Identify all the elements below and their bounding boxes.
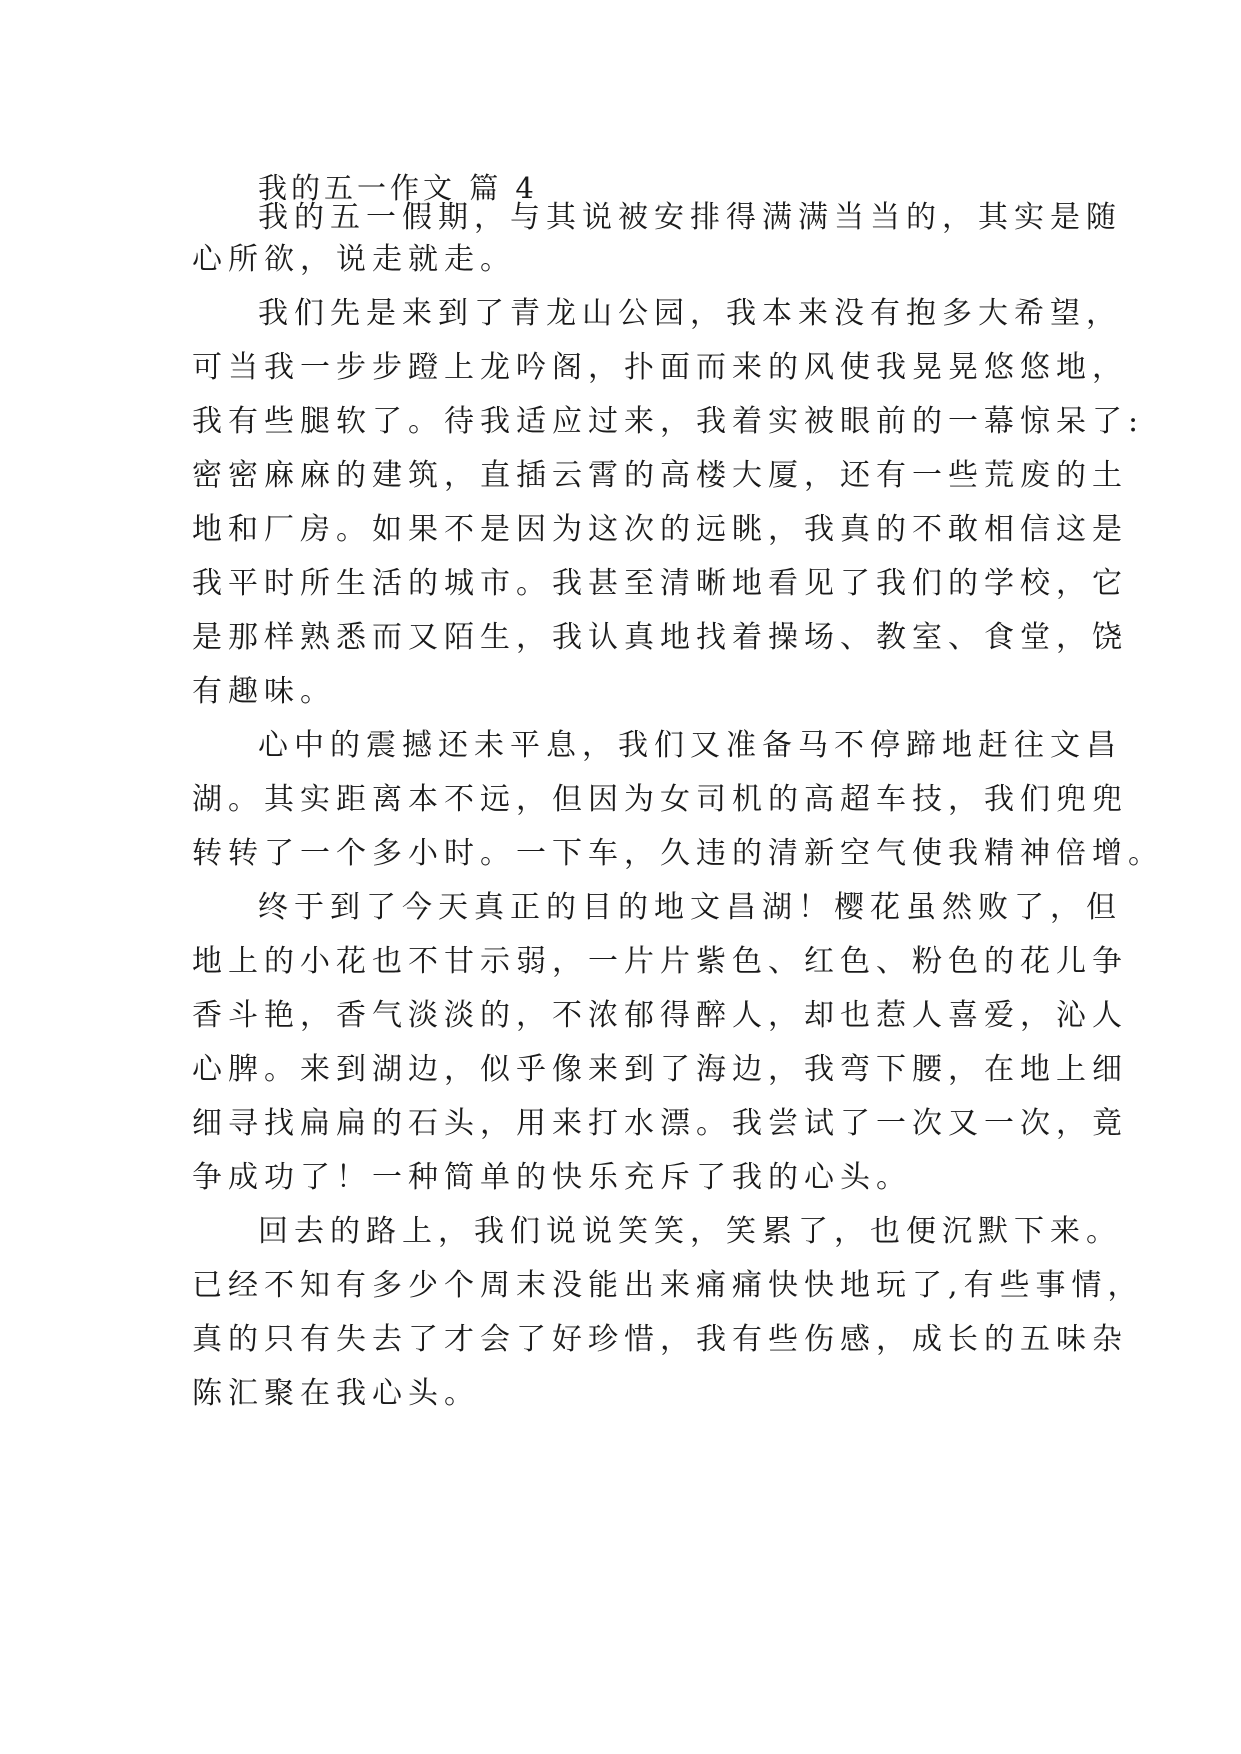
paragraph-4-line-6: 争成功了！一种简单的快乐充斥了我的心头。 bbox=[192, 1160, 912, 1195]
paragraph-2-line-1: 我们先是来到了青龙山公园，我本来没有抱多大希望， bbox=[258, 296, 1122, 331]
paragraph-1-line-1: 我的五一假期，与其说被安排得满满当当的，其实是随 bbox=[258, 200, 1122, 235]
paragraph-2-line-4: 密密麻麻的建筑，直插云霄的高楼大厦，还有一些荒废的土 bbox=[192, 458, 1128, 493]
paragraph-4-line-2: 地上的小花也不甘示弱，一片片紫色、红色、粉色的花儿争 bbox=[192, 944, 1128, 979]
paragraph-3-line-1: 心中的震撼还未平息，我们又准备马不停蹄地赶往文昌 bbox=[258, 728, 1122, 763]
paragraph-1-line-2: 心所欲，说走就走。 bbox=[192, 242, 516, 277]
paragraph-2-line-7: 是那样熟悉而又陌生，我认真地找着操场、教室、食堂，饶 bbox=[192, 620, 1128, 655]
paragraph-3-line-2: 湖。其实距离本不远，但因为女司机的高超车技，我们兜兜 bbox=[192, 782, 1128, 817]
paragraph-4-line-4: 心脾。来到湖边，似乎像来到了海边，我弯下腰，在地上细 bbox=[192, 1052, 1128, 1087]
paragraph-3-line-3: 转转了一个多小时。一下车，久违的清新空气使我精神倍增。 bbox=[192, 836, 1164, 871]
paragraph-2-line-6: 我平时所生活的城市。我甚至清晰地看见了我们的学校，它 bbox=[192, 566, 1128, 601]
document-title: 我的五一作文 篇 4 bbox=[258, 171, 538, 205]
paragraph-5-line-3: 真的只有失去了才会了好珍惜，我有些伤感，成长的五味杂 bbox=[192, 1322, 1128, 1357]
paragraph-4-line-3: 香斗艳，香气淡淡的，不浓郁得醉人，却也惹人喜爱，沁人 bbox=[192, 998, 1128, 1033]
paragraph-5-line-2: 已经不知有多少个周末没能出来痛痛快快地玩了,有些事情， bbox=[192, 1268, 1144, 1303]
paragraph-4-line-5: 细寻找扁扁的石头，用来打水漂。我尝试了一次又一次，竟 bbox=[192, 1106, 1128, 1141]
paragraph-2-line-5: 地和厂房。如果不是因为这次的远眺，我真的不敢相信这是 bbox=[192, 512, 1128, 547]
paragraph-2-line-8: 有趣味。 bbox=[192, 674, 336, 709]
paragraph-2-line-3: 我有些腿软了。待我适应过来，我着实被眼前的一幕惊呆了: bbox=[192, 404, 1145, 439]
paragraph-4-line-1: 终于到了今天真正的目的地文昌湖！樱花虽然败了，但 bbox=[258, 890, 1122, 925]
paragraph-5-line-4: 陈汇聚在我心头。 bbox=[192, 1376, 480, 1411]
paragraph-2-line-2: 可当我一步步蹬上龙吟阁，扑面而来的风使我晃晃悠悠地， bbox=[192, 350, 1128, 385]
paragraph-5-line-1: 回去的路上，我们说说笑笑，笑累了，也便沉默下来。 bbox=[258, 1214, 1122, 1249]
